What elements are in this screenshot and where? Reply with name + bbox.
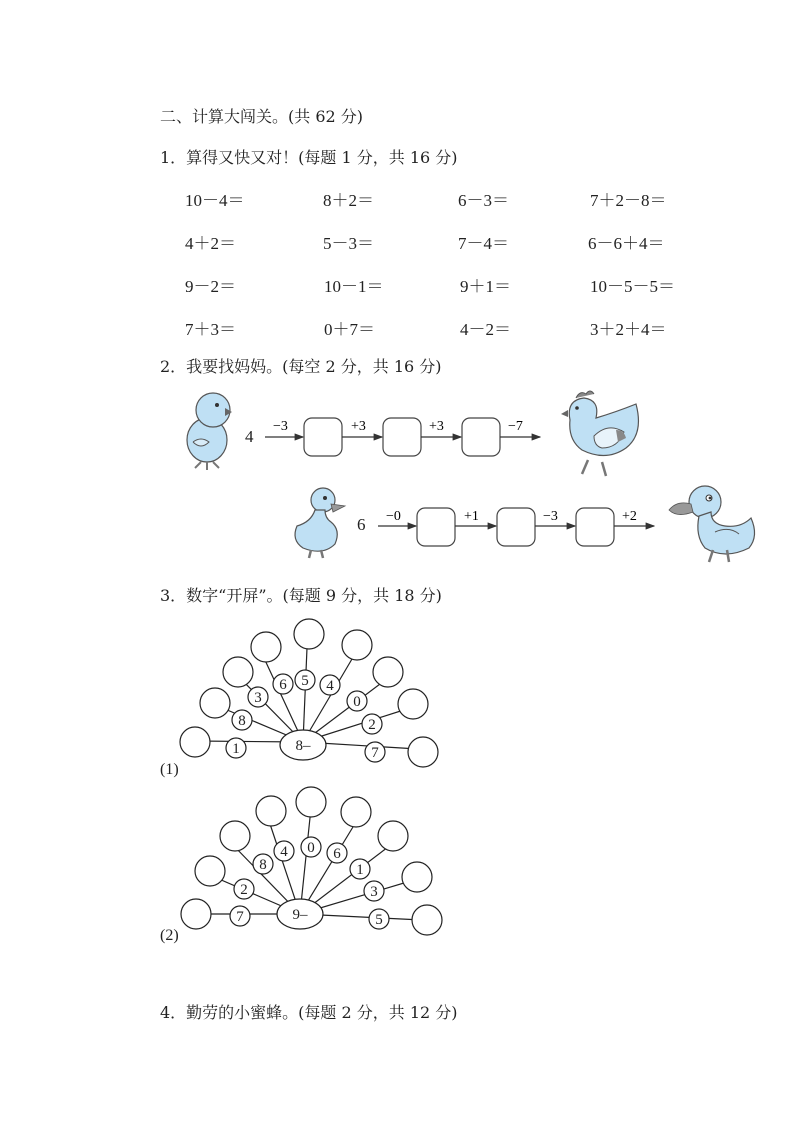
fan-number: 1: [232, 741, 240, 757]
answer-box[interactable]: [576, 508, 614, 546]
hen-icon: [561, 391, 638, 476]
equation: 6－6＋4＝: [588, 234, 665, 253]
answer-box[interactable]: [462, 418, 500, 456]
equation: 0＋7＝: [324, 320, 375, 339]
answer-circle[interactable]: [200, 688, 230, 718]
answer-circle[interactable]: [220, 821, 250, 851]
answer-circle[interactable]: [342, 630, 372, 660]
equation: 5－3＝: [323, 234, 374, 253]
answer-circle[interactable]: [251, 632, 281, 662]
equation: 3＋2＋4＝: [590, 320, 667, 339]
fan-number: 8: [238, 713, 246, 729]
equation: 4－2＝: [460, 320, 511, 339]
fan-number: 7: [371, 745, 379, 761]
fan-number: 2: [368, 717, 376, 733]
chain-1-op: −3: [273, 419, 288, 434]
fan-number: 6: [279, 677, 287, 693]
duckling-icon: [295, 488, 345, 558]
equation: 10－5－5＝: [590, 277, 675, 296]
fan-1-label: (1): [160, 761, 179, 778]
chain-1-diagram: [175, 380, 645, 480]
fan-number: 1: [356, 862, 364, 878]
fan-number: 4: [326, 678, 334, 694]
equation: 7＋2－8＝: [590, 191, 667, 210]
chain-2-diagram: [285, 478, 760, 573]
answer-circle[interactable]: [195, 856, 225, 886]
fan-number: 2: [240, 882, 248, 898]
question-3-title: 3．数字“开屏”。(每题 9 分，共 18 分): [160, 586, 442, 605]
chain-1-op: −7: [508, 419, 523, 434]
chain-1-op: +3: [351, 419, 366, 434]
equation: 7＋3＝: [185, 320, 236, 339]
fan-number: 3: [254, 690, 262, 706]
equation: 10－1＝: [324, 277, 384, 296]
question-1-title: 1．算得又快又对！(每题 1 分，共 16 分): [160, 148, 458, 167]
answer-circle[interactable]: [180, 727, 210, 757]
section-title: 二、计算大闯关。(共 62 分): [160, 107, 364, 126]
equation: 7－4＝: [458, 234, 509, 253]
equation: 4＋2＝: [185, 234, 236, 253]
answer-circle[interactable]: [296, 787, 326, 817]
chick-icon: [187, 393, 232, 470]
answer-box[interactable]: [497, 508, 535, 546]
chain-2-op: +2: [622, 509, 637, 524]
fan-number: 7: [236, 909, 244, 925]
fan-center: 9–: [292, 907, 308, 923]
answer-box[interactable]: [304, 418, 342, 456]
chain-1-op: +3: [429, 419, 444, 434]
chain-2-op: −0: [386, 509, 401, 524]
question-4-title: 4．勤劳的小蜜蜂。(每题 2 分，共 12 分): [160, 1003, 458, 1022]
duck-icon: [669, 486, 755, 562]
fan-number: 3: [370, 884, 378, 900]
answer-circle[interactable]: [378, 821, 408, 851]
fan-number: 0: [353, 694, 361, 710]
question-2-title: 2．我要找妈妈。(每空 2 分，共 16 分): [160, 357, 442, 376]
chain-2-op: +1: [464, 509, 479, 524]
equation: 10－4＝: [185, 191, 245, 210]
answer-circle[interactable]: [412, 905, 442, 935]
fan-number: 0: [307, 840, 315, 856]
fan-center: 8–: [295, 738, 311, 754]
answer-box[interactable]: [417, 508, 455, 546]
chain-1-start: 4: [245, 427, 254, 446]
equation: 9＋1＝: [460, 277, 511, 296]
answer-circle[interactable]: [398, 689, 428, 719]
answer-circle[interactable]: [294, 619, 324, 649]
answer-circle[interactable]: [408, 737, 438, 767]
number-fan-2: [160, 780, 450, 945]
fan-2-label: (2): [160, 927, 179, 944]
fan-number: 4: [280, 844, 288, 860]
answer-circle[interactable]: [181, 899, 211, 929]
answer-circle[interactable]: [223, 657, 253, 687]
fan-number: 5: [301, 673, 309, 689]
chain-2-start: 6: [357, 515, 366, 534]
chain-2-op: −3: [543, 509, 558, 524]
fan-number: 8: [259, 857, 267, 873]
answer-circle[interactable]: [402, 862, 432, 892]
answer-box[interactable]: [383, 418, 421, 456]
equation: 8＋2＝: [323, 191, 374, 210]
number-fan-1: [160, 612, 450, 787]
answer-circle[interactable]: [341, 797, 371, 827]
fan-number: 6: [333, 846, 341, 862]
answer-circle[interactable]: [373, 657, 403, 687]
fan-number: 5: [375, 912, 383, 928]
equation: 9－2＝: [185, 277, 236, 296]
answer-circle[interactable]: [256, 796, 286, 826]
equation: 6－3＝: [458, 191, 509, 210]
